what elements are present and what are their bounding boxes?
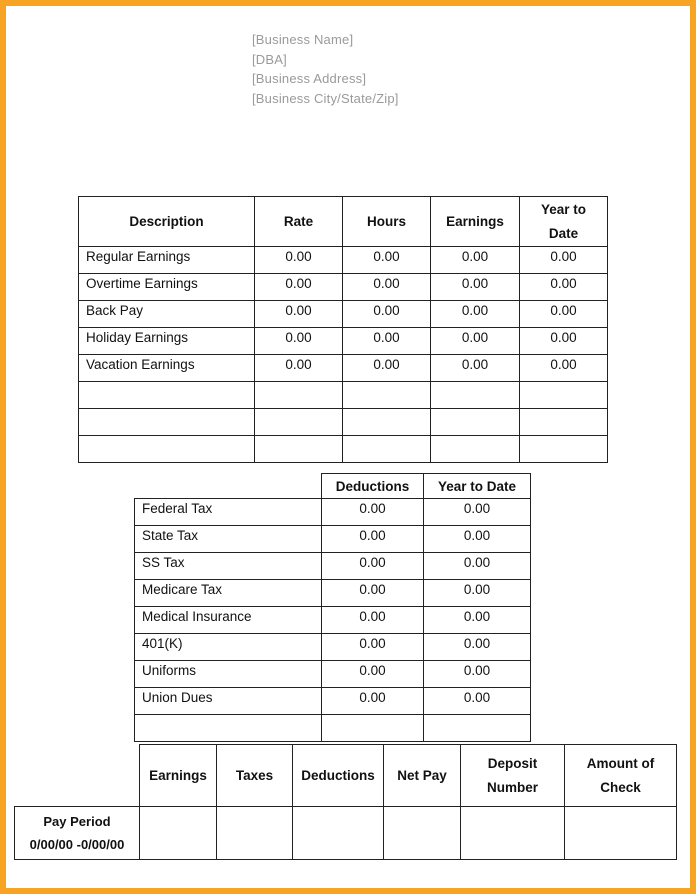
deduction-cell [322,715,424,742]
summary-net-pay-cell [384,807,461,860]
ytd-cell: 0.00 [520,247,608,274]
ytd-cell: 0.00 [424,688,531,715]
row-label [79,436,255,463]
col-amount-of-check: Amount of Check [565,745,677,807]
rate-cell [255,436,343,463]
row-label: Overtime Earnings [79,274,255,301]
pay-summary-table [14,744,677,860]
summary-deductions-cell [293,807,384,860]
rate-cell: 0.00 [255,301,343,328]
row-label [79,382,255,409]
hours-cell [343,382,431,409]
row-label: SS Tax [135,553,322,580]
rate-cell: 0.00 [255,328,343,355]
ytd-cell: 0.00 [424,634,531,661]
pay-period-value: 0/00/00 -0/00/00 [29,837,125,852]
col-deposit-number: Deposit Number [461,745,565,807]
col-earnings: Earnings [140,745,217,807]
hours-cell [343,436,431,463]
row-label: Union Dues [135,688,322,715]
deduction-cell: 0.00 [322,688,424,715]
summary-amount-of-check-cell [565,807,677,860]
row-label: Uniforms [135,661,322,688]
summary-earnings-cell [140,807,217,860]
ytd-cell: 0.00 [424,580,531,607]
deduction-cell: 0.00 [322,553,424,580]
table-row [135,580,531,607]
row-label [79,409,255,436]
table-row [135,661,531,688]
ytd-cell: 0.00 [520,301,608,328]
hours-cell [343,409,431,436]
table-row [79,328,608,355]
col-hours: Hours [343,197,431,247]
earnings-cell [431,382,520,409]
business-name: [Business Name] [252,32,354,47]
earnings-cell: 0.00 [431,247,520,274]
table-row [79,247,608,274]
summary-header-row [15,745,677,807]
table-row [135,499,531,526]
col-deductions: Deductions [293,745,384,807]
deductions-corner-cell [135,474,322,499]
deduction-cell: 0.00 [322,607,424,634]
deduction-cell: 0.00 [322,634,424,661]
row-label: Back Pay [79,301,255,328]
earnings-cell: 0.00 [431,274,520,301]
col-earnings: Earnings [431,197,520,247]
ytd-cell: 0.00 [520,355,608,382]
col-taxes: Taxes [217,745,293,807]
table-row [79,409,608,436]
pay-stub-page [6,6,690,888]
deduction-cell: 0.00 [322,661,424,688]
table-row [79,355,608,382]
deduction-cell: 0.00 [322,526,424,553]
summary-taxes-cell [217,807,293,860]
business-header [252,30,399,108]
hours-cell: 0.00 [343,301,431,328]
rate-cell: 0.00 [255,247,343,274]
row-label: State Tax [135,526,322,553]
table-row [79,436,608,463]
pay-period-cell [15,807,140,860]
table-row [135,634,531,661]
earnings-cell: 0.00 [431,301,520,328]
hours-cell: 0.00 [343,247,431,274]
table-row [135,688,531,715]
business-address: [Business Address] [252,71,367,86]
business-dba: [DBA] [252,51,287,67]
ytd-cell [520,409,608,436]
row-label [135,715,322,742]
col-description: Description [79,197,255,247]
deductions-table [134,473,531,742]
earnings-cell: 0.00 [431,355,520,382]
ytd-cell: 0.00 [424,661,531,688]
summary-deposit-number-cell [461,807,565,860]
ytd-cell: 0.00 [520,328,608,355]
table-row [79,382,608,409]
table-row [135,607,531,634]
ytd-cell [424,715,531,742]
rate-cell [255,382,343,409]
col-net-pay: Net Pay [384,745,461,807]
row-label: Medicare Tax [135,580,322,607]
ytd-cell: 0.00 [424,607,531,634]
deductions-header-row [135,474,531,499]
ytd-cell [520,382,608,409]
ytd-cell: 0.00 [424,499,531,526]
table-row [15,807,677,860]
rate-cell: 0.00 [255,355,343,382]
table-row [135,526,531,553]
table-row [135,553,531,580]
earnings-cell: 0.00 [431,328,520,355]
rate-cell: 0.00 [255,274,343,301]
row-label: Holiday Earnings [79,328,255,355]
rate-cell [255,409,343,436]
hours-cell: 0.00 [343,274,431,301]
business-city-state-zip: [Business City/State/Zip] [252,90,399,106]
col-rate: Rate [255,197,343,247]
table-row [135,715,531,742]
ytd-cell: 0.00 [424,526,531,553]
row-label: 401(K) [135,634,322,661]
ytd-cell: 0.00 [520,274,608,301]
row-label: Federal Tax [135,499,322,526]
row-label: Regular Earnings [79,247,255,274]
col-deductions: Deductions [322,474,424,499]
ytd-cell [520,436,608,463]
earnings-table [78,196,608,463]
ytd-cell: 0.00 [424,553,531,580]
pay-period-label: Pay Period [43,814,111,829]
deduction-cell: 0.00 [322,580,424,607]
table-row [79,274,608,301]
summary-corner-cell [15,745,140,807]
earnings-cell [431,436,520,463]
deduction-cell: 0.00 [322,499,424,526]
row-label: Vacation Earnings [79,355,255,382]
table-row [79,301,608,328]
row-label: Medical Insurance [135,607,322,634]
hours-cell: 0.00 [343,355,431,382]
earnings-header-row [79,197,608,247]
col-year-to-date: Year to Date [424,474,531,499]
col-year-to-date: Year to Date [520,197,608,247]
hours-cell: 0.00 [343,328,431,355]
earnings-cell [431,409,520,436]
